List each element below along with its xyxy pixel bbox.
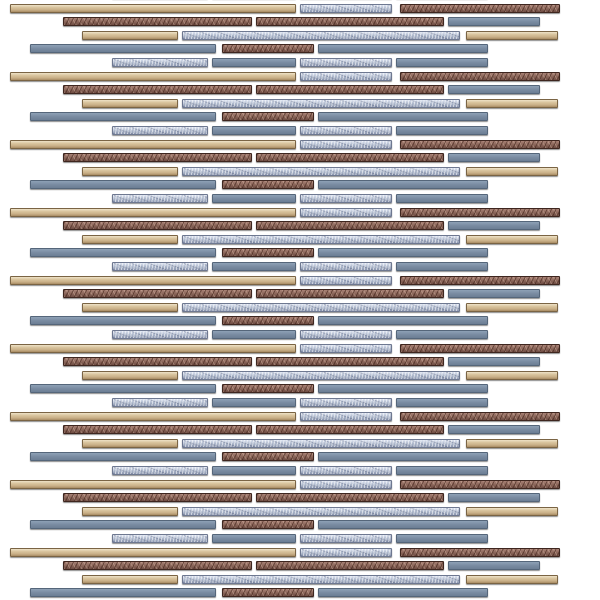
slate-strip-tile (212, 330, 296, 339)
slate-strip-tile (212, 534, 296, 543)
tan-strip-tile (10, 548, 296, 557)
slate-strip-tile (448, 221, 540, 230)
tan-strip-tile (82, 507, 178, 516)
bronze-strip-tile (256, 17, 444, 26)
slate-strip-tile (396, 126, 488, 135)
tan-strip-tile (82, 31, 178, 40)
bronze-strip-tile (400, 412, 560, 421)
tan-strip-tile (466, 371, 558, 380)
bronze-strip-tile (63, 289, 252, 298)
silver-strip-tile (182, 235, 460, 244)
silver-strip-tile (182, 99, 460, 108)
silver-strip-tile (112, 330, 208, 339)
silver-strip-tile (182, 439, 460, 448)
tan-strip-tile (10, 276, 296, 285)
silver-strip-tile (112, 58, 208, 67)
silver-strip-tile (300, 398, 392, 407)
tan-strip-tile (466, 31, 558, 40)
slate-strip-tile (30, 384, 216, 393)
slate-strip-tile (318, 316, 488, 325)
bronze-strip-tile (222, 316, 314, 325)
tan-strip-tile (10, 208, 296, 217)
slate-strip-tile (396, 398, 488, 407)
bronze-strip-tile (400, 548, 560, 557)
slate-strip-tile (30, 588, 216, 597)
silver-strip-tile (112, 534, 208, 543)
silver-strip-tile (300, 140, 392, 149)
slate-strip-tile (212, 466, 296, 475)
bronze-strip-tile (400, 344, 560, 353)
bronze-strip-tile (256, 425, 444, 434)
slate-strip-tile (318, 112, 488, 121)
silver-strip-tile (300, 534, 392, 543)
slate-strip-tile (30, 316, 216, 325)
tan-strip-tile (10, 480, 296, 489)
bronze-strip-tile (222, 384, 314, 393)
bronze-strip-tile (256, 153, 444, 162)
tan-strip-tile (82, 99, 178, 108)
slate-strip-tile (318, 180, 488, 189)
tan-strip-tile (466, 575, 558, 584)
slate-strip-tile (318, 452, 488, 461)
slate-strip-tile (318, 248, 488, 257)
slate-strip-tile (318, 588, 488, 597)
silver-strip-tile (300, 276, 392, 285)
slate-strip-tile (396, 194, 488, 203)
bronze-strip-tile (63, 425, 252, 434)
bronze-strip-tile (256, 221, 444, 230)
tan-strip-tile (82, 439, 178, 448)
bronze-strip-tile (400, 4, 560, 13)
slate-strip-tile (448, 289, 540, 298)
tan-strip-tile (10, 344, 296, 353)
slate-strip-tile (30, 44, 216, 53)
bronze-strip-tile (222, 588, 314, 597)
silver-strip-tile (300, 412, 392, 421)
slate-strip-tile (30, 180, 216, 189)
bronze-strip-tile (400, 208, 560, 217)
tan-strip-tile (466, 439, 558, 448)
bronze-strip-tile (222, 44, 314, 53)
slate-strip-tile (212, 262, 296, 271)
bronze-strip-tile (256, 357, 444, 366)
bronze-strip-tile (400, 276, 560, 285)
slate-strip-tile (318, 520, 488, 529)
slate-strip-tile (396, 58, 488, 67)
slate-strip-tile (30, 452, 216, 461)
bronze-strip-tile (63, 493, 252, 502)
silver-strip-tile (182, 167, 460, 176)
slate-strip-tile (448, 17, 540, 26)
tan-strip-tile (82, 167, 178, 176)
bronze-strip-tile (63, 153, 252, 162)
slate-strip-tile (396, 330, 488, 339)
silver-strip-tile (182, 371, 460, 380)
tan-strip-tile (82, 575, 178, 584)
slate-strip-tile (318, 44, 488, 53)
bronze-strip-tile (222, 520, 314, 529)
slate-strip-tile (30, 112, 216, 121)
bronze-strip-tile (400, 72, 560, 81)
tan-strip-tile (82, 303, 178, 312)
slate-strip-tile (448, 357, 540, 366)
bronze-strip-tile (63, 561, 252, 570)
silver-strip-tile (112, 194, 208, 203)
silver-strip-tile (300, 262, 392, 271)
silver-strip-tile (112, 398, 208, 407)
bronze-strip-tile (222, 452, 314, 461)
tan-strip-tile (10, 4, 296, 13)
tan-strip-tile (466, 235, 558, 244)
slate-strip-tile (448, 493, 540, 502)
silver-strip-tile (300, 72, 392, 81)
slate-strip-tile (212, 194, 296, 203)
silver-strip-tile (182, 575, 460, 584)
silver-strip-tile (300, 330, 392, 339)
tan-strip-tile (466, 303, 558, 312)
silver-strip-tile (300, 466, 392, 475)
bronze-strip-tile (222, 180, 314, 189)
bronze-strip-tile (256, 561, 444, 570)
silver-strip-tile (112, 466, 208, 475)
bronze-strip-tile (63, 221, 252, 230)
silver-strip-tile (112, 262, 208, 271)
slate-strip-tile (318, 384, 488, 393)
tan-strip-tile (82, 235, 178, 244)
slate-strip-tile (396, 262, 488, 271)
slate-strip-tile (30, 520, 216, 529)
silver-strip-tile (112, 126, 208, 135)
slate-strip-tile (212, 58, 296, 67)
slate-strip-tile (448, 561, 540, 570)
tan-strip-tile (10, 412, 296, 421)
bronze-strip-tile (63, 17, 252, 26)
bronze-strip-tile (256, 289, 444, 298)
slate-strip-tile (212, 398, 296, 407)
tan-strip-tile (82, 371, 178, 380)
bronze-strip-tile (256, 493, 444, 502)
tan-strip-tile (10, 140, 296, 149)
silver-strip-tile (300, 194, 392, 203)
silver-strip-tile (182, 507, 460, 516)
bronze-strip-tile (222, 112, 314, 121)
slate-strip-tile (212, 126, 296, 135)
silver-strip-tile (182, 31, 460, 40)
bronze-strip-tile (222, 248, 314, 257)
tan-strip-tile (466, 99, 558, 108)
silver-strip-tile (300, 548, 392, 557)
tan-strip-tile (466, 507, 558, 516)
bronze-strip-tile (63, 357, 252, 366)
slate-strip-tile (30, 248, 216, 257)
tan-strip-tile (466, 167, 558, 176)
silver-strip-tile (300, 58, 392, 67)
silver-strip-tile (300, 208, 392, 217)
bronze-strip-tile (256, 85, 444, 94)
silver-strip-tile (300, 126, 392, 135)
silver-strip-tile (300, 344, 392, 353)
tan-strip-tile (10, 72, 296, 81)
slate-strip-tile (396, 534, 488, 543)
bronze-strip-tile (400, 140, 560, 149)
bronze-strip-tile (400, 480, 560, 489)
bronze-strip-tile (63, 85, 252, 94)
slate-strip-tile (448, 85, 540, 94)
slate-strip-tile (396, 466, 488, 475)
silver-strip-tile (300, 480, 392, 489)
slate-strip-tile (448, 153, 540, 162)
silver-strip-tile (300, 4, 392, 13)
slate-strip-tile (448, 425, 540, 434)
silver-strip-tile (182, 303, 460, 312)
